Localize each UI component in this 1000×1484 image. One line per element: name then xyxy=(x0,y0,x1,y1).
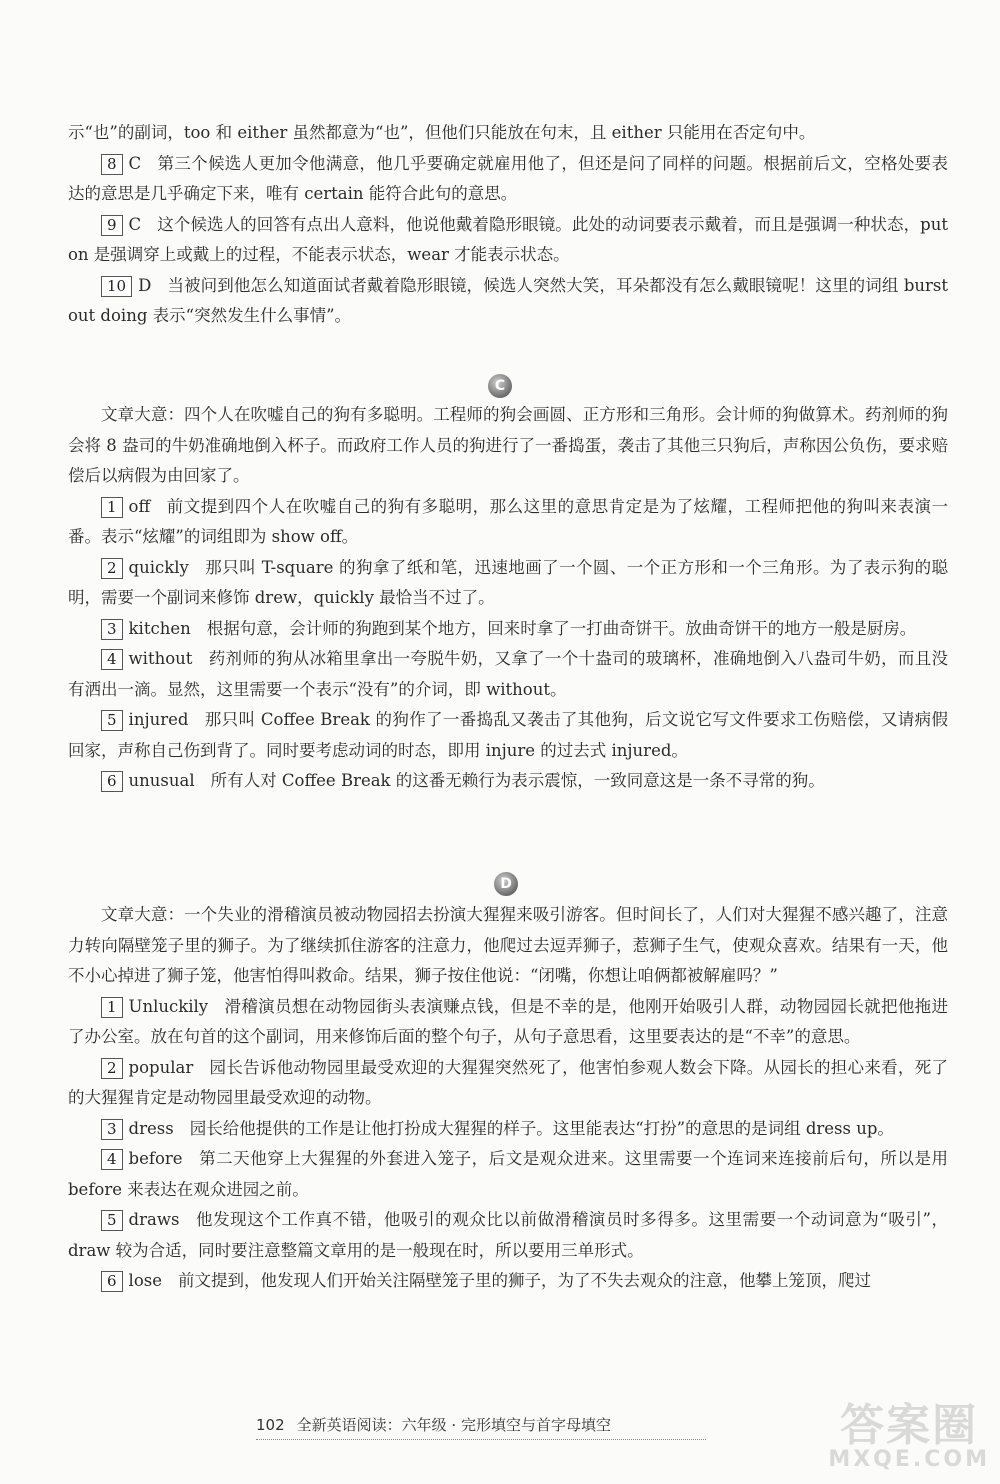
item-answer: kitchen xyxy=(128,618,191,638)
item-number: 4 xyxy=(101,1149,123,1170)
item-answer: off xyxy=(128,496,151,516)
section-c xyxy=(68,400,948,797)
item-text: 滑稽演员想在动物园街头表演赚点钱，但是不幸的是，他刚开始吸引人群，动物园园长就把他拖进了办公室。放在句首的这个副词，用来修饰后面的整个句子，从句子意思看，这里要表达的是“不幸”的意思。 xyxy=(68,996,948,1046)
item-text: 前文提到，他发现人们开始关注隔壁笼子里的狮子，为了不失去观众的注意，他攀上笼顶，爬过 xyxy=(178,1271,871,1290)
explanation-item xyxy=(68,553,948,614)
item-number: 5 xyxy=(101,1210,123,1231)
item-text: 当被问到他怎么知道面试者戴着隐形眼镜，候选人突然大笑，耳朵都没有怎么戴眼镜呢！这里的词组 burst out doing 表示“突然发生什么事情”。 xyxy=(68,275,948,325)
page-footer xyxy=(256,1414,706,1440)
section-d-badge: D xyxy=(494,872,518,896)
continuation-line: 示“也”的副词，too 和 either 虽然都意为“也”，但他们只能放在句末，且 either 只能用在否定句中。 xyxy=(68,123,816,142)
item-answer: D xyxy=(138,275,152,295)
explanation-item xyxy=(68,149,948,210)
item-answer: C xyxy=(128,153,142,173)
item-text: 园长给他提供的工作是让他打扮成大猩猩的样子。这里能表达“打扮”的意思的是词组 dress up。 xyxy=(189,1118,894,1138)
explanation-item xyxy=(68,1114,948,1145)
item-number: 3 xyxy=(101,1119,123,1140)
item-number: 6 xyxy=(101,771,123,792)
section-d-summary: 文章大意：一个失业的滑稽演员被动物园招去扮演大猩猩来吸引游客。但时间长了，人们对大猩猩不感兴趣了，注意力转向隔壁笼子里的狮子。为了继续抓住游客的注意力，他爬过去逗弄狮子，惹狮子生气，使观众喜欢。结果有一天，他不小心掉进了狮子笼，他害怕得叫救命。结果，狮子按住他说：“闭嘴，你想让咱俩都被解雇吗？” xyxy=(68,905,948,985)
item-number: 9 xyxy=(101,215,123,236)
item-text: 根据句意，会计师的狗跑到某个地方，回来时拿了一打曲奇饼干。放曲奇饼干的地方一般是厨房。 xyxy=(206,618,917,638)
explanation-item xyxy=(68,1205,948,1266)
item-answer: Unluckily xyxy=(128,996,209,1016)
explanation-item xyxy=(68,1144,948,1205)
item-answer: before xyxy=(128,1149,183,1168)
item-number: 8 xyxy=(101,154,123,175)
section-c-summary: 文章大意：四个人在吹嘘自己的狗有多聪明。工程师的狗会画圆、正方形和三角形。会计师的狗做算术。药剂师的狗会将 8 盎司的牛奶准确地倒入杯子。而政府工作人员的狗进行了一番捣蛋，袭击了其他三只狗后，声称因公负伤，要求赔偿后以病假为由回家了。 xyxy=(68,405,948,485)
item-answer: without xyxy=(128,649,193,668)
explanation-item xyxy=(68,492,948,553)
explanation-item xyxy=(68,644,948,705)
item-number: 2 xyxy=(101,1058,123,1079)
item-answer: injured xyxy=(128,710,189,729)
item-text: 他发现这个工作真不错，他吸引的观众比以前做滑稽演员时多得多。这里需要一个动词意为“吸引”，draw 较为合适，同时要注意整篇文章用的是一般现在时，所以要用三单形式。 xyxy=(68,1210,948,1260)
page-number: 102 xyxy=(256,1416,285,1434)
explanation-item xyxy=(68,210,948,271)
section-c-badge: C xyxy=(488,374,512,398)
item-text: 前文提到四个人在吹嘘自己的狗有多聪明，那么这里的意思肯定是为了炫耀，工程师把他的狗叫来表演一番。表示“炫耀”的词组即为 show off。 xyxy=(68,496,948,546)
item-text: 药剂师的狗从冰箱里拿出一夸脱牛奶，又拿了一个十盎司的玻璃杯，准确地倒入八盎司牛奶，而且没有洒出一滴。显然，这里需要一个表示“没有”的介词，即 without。 xyxy=(68,649,948,699)
item-text: 这个候选人的回答有点出人意料，他说他戴着隐形眼镜。此处的动词要表示戴着，而且是强调一种状态，put on 是强调穿上或戴上的过程，不能表示状态，wear 才能表示状态。 xyxy=(68,214,948,264)
section-d xyxy=(68,900,948,1297)
top-section xyxy=(68,118,948,332)
item-answer: C xyxy=(128,214,142,234)
item-number: 2 xyxy=(101,558,123,579)
item-answer: unusual xyxy=(128,771,195,790)
item-number: 6 xyxy=(101,1271,123,1292)
item-number: 3 xyxy=(101,619,123,640)
explanation-item xyxy=(68,614,948,645)
explanation-item xyxy=(68,705,948,766)
item-text: 那只叫 T-square 的狗拿了纸和笔，迅速地画了一个圆、一个正方形和一个三角形。为了表示狗的聪明，需要一个副词来修饰 drew，quickly 最恰当不过了。 xyxy=(68,557,948,607)
item-answer: popular xyxy=(128,1057,194,1077)
item-number: 1 xyxy=(101,997,123,1018)
item-text: 那只叫 Coffee Break 的狗作了一番捣乱又袭击了其他狗，后文说它写文件要求工伤赔偿，又请病假回家，声称自己伤到背了。同时要考虑动词的时态，即用 injure 的过去式 injured。 xyxy=(68,710,948,760)
item-number: 10 xyxy=(101,276,132,297)
item-answer: lose xyxy=(128,1271,162,1290)
item-answer: draws xyxy=(128,1210,180,1229)
watermark-logo xyxy=(828,1400,990,1472)
item-text: 第三个候选人更加令他满意，他几乎要确定就雇用他了，但还是问了同样的问题。根据前后文，空格处要表达的意思是几乎确定下来，唯有 certain 能符合此句的意思。 xyxy=(68,153,948,203)
watermark-url: MXQE.COM xyxy=(828,1447,990,1472)
explanation-item xyxy=(68,992,948,1053)
explanation-item xyxy=(68,271,948,332)
item-number: 4 xyxy=(101,649,123,670)
explanation-item xyxy=(68,766,948,797)
item-answer: dress xyxy=(128,1118,174,1138)
explanation-item xyxy=(68,1266,948,1297)
item-text: 园长告诉他动物园里最受欢迎的大猩猩突然死了，他害怕参观人数会下降。从园长的担心来看，死了的大猩猩肯定是动物园里最受欢迎的动物。 xyxy=(68,1057,948,1107)
book-title: 全新英语阅读：六年级 · 完形填空与首字母填空 xyxy=(296,1416,611,1434)
item-number: 5 xyxy=(101,710,123,731)
item-text: 所有人对 Coffee Break 的这番无赖行为表示震惊，一致同意这是一条不寻常的狗。 xyxy=(210,771,825,790)
item-text: 第二天他穿上大猩猩的外套进入笼子，后文是观众进来。这里需要一个连词来连接前后句，所以是用 before 来表达在观众进园之前。 xyxy=(68,1149,948,1199)
item-answer: quickly xyxy=(128,557,189,577)
item-number: 1 xyxy=(101,497,123,518)
watermark-text: 答案圈 xyxy=(840,1400,979,1451)
explanation-item xyxy=(68,1053,948,1114)
